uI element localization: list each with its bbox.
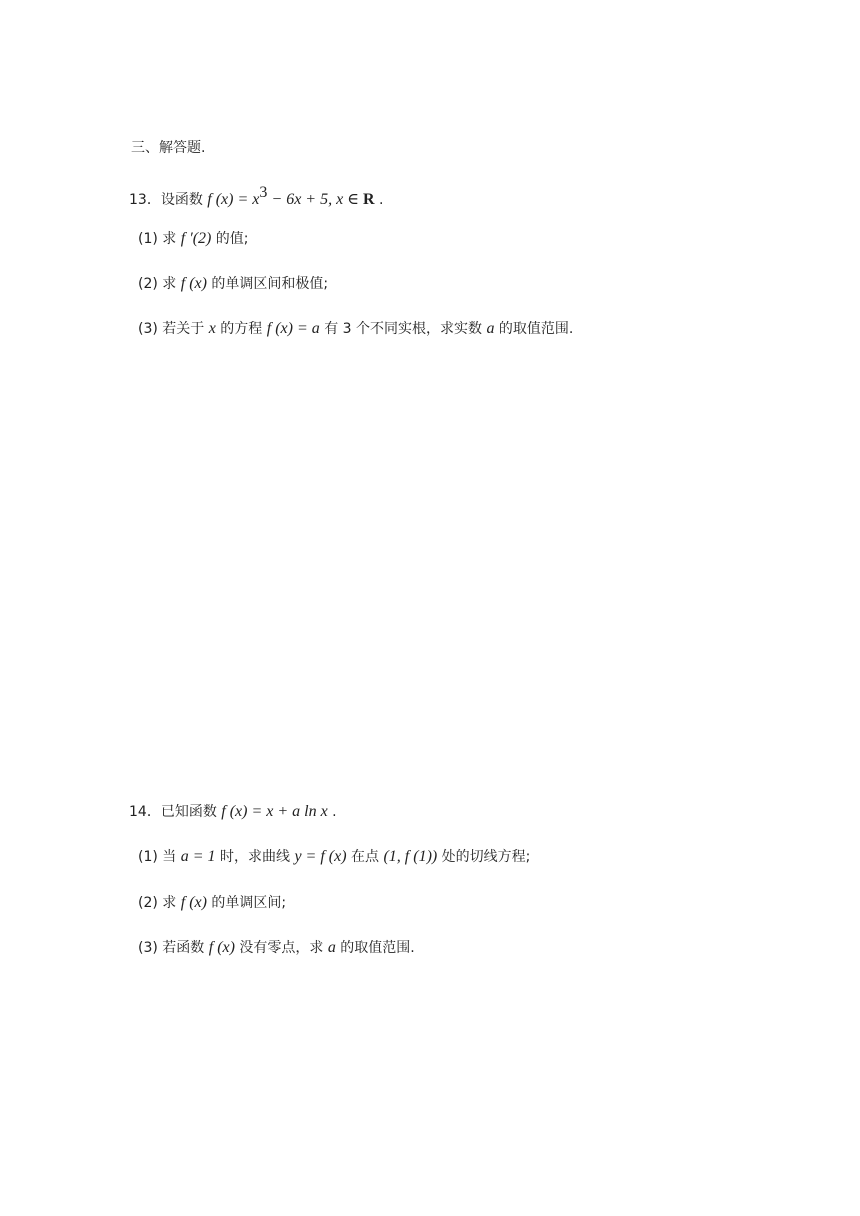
math-expr: f ′(2) [180, 230, 212, 247]
math-expr: f (x) [180, 894, 207, 911]
math-expr: f (x) = a [266, 320, 320, 337]
math-expr: f (x) [180, 275, 207, 292]
real-set-symbol: R [363, 191, 375, 208]
question-number: 13． [129, 192, 161, 208]
function-definition-rest: − 6x + 5, x ∈ [267, 191, 364, 208]
question-13-part-3: (3) 若关于 x 的方程 f (x) = a 有 3 个不同实根，求实数 a 的取值范围. [138, 320, 574, 337]
section-heading: 三、解答题. [131, 140, 206, 156]
question-intro: 已知函数 [160, 804, 217, 820]
math-expr: x [208, 320, 216, 337]
math-expr: a [486, 320, 495, 337]
exponent: 3 [259, 184, 268, 201]
function-definition: f (x) = x [207, 191, 260, 208]
question-number: 14． [129, 804, 161, 820]
math-expr: f (x) [208, 939, 235, 956]
question-13-part-2: (2) 求 f (x) 的单调区间和极值; [138, 275, 329, 292]
math-expr: a [327, 939, 336, 956]
question-13-stem: 13．设函数 f $(x) = x^3 - 6x + 5$, x ∈ R . [129, 184, 384, 208]
question-13-part-1: (1) 求 f ′(2) 的值; [138, 230, 249, 247]
question-intro: 设函数 [160, 192, 203, 208]
math-expr: a = 1 [180, 848, 216, 865]
question-14-stem: 14．已知函数 f (x) = x + a ln x . [129, 803, 337, 820]
math-expr: y = f (x) [294, 848, 347, 865]
question-14-part-1: (1) 当 a = 1 时，求曲线 y = f (x) 在点 (1, f (1)) 处的切线方程; [138, 848, 531, 865]
math-expr: (1, f (1)) [383, 848, 438, 865]
function-definition: f (x) = x + a ln x [221, 803, 328, 820]
question-14-part-3: (3) 若函数 f (x) 没有零点，求 a 的取值范围. [138, 939, 415, 956]
question-14-part-2: (2) 求 f (x) 的单调区间; [138, 894, 287, 911]
